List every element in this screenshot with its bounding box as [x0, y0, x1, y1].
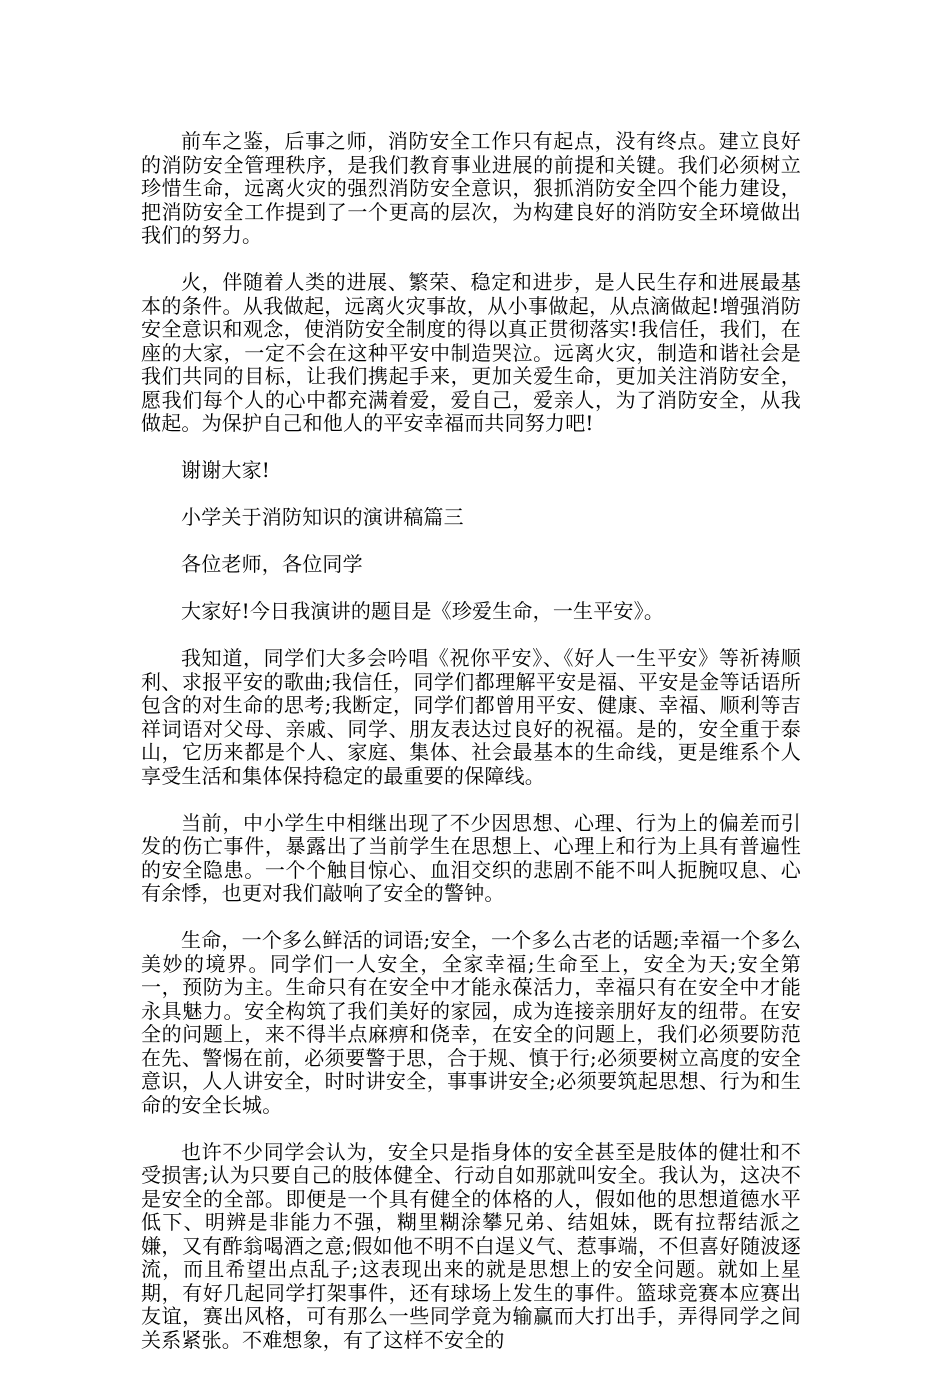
section-title: 小学关于消防知识的演讲稿篇三	[181, 505, 464, 529]
document-page	[141, 130, 801, 1376]
paragraph-current-incidents: 当前，中小学生中相继出现了不少因思想、心理、行为上的偏差而引发的伤亡事件，暴露出了当前学生在思想上、心理上和行为上具有普遍性的安全隐患。一个个触目惊心、血泪交织的悲剧不能不叫人扼腕叹息、心有余悸，也更对我们敲响了安全的警钟。	[141, 810, 801, 905]
paragraph-fire-and-humanity: 火，伴随着人类的进展、繁荣、稳定和进步，是人民生存和进展最基本的条件。从我做起，远离火灾事故，从小事做起，从点滴做起!增强消防安全意识和观念，使消防安全制度的得以真正贯彻落实!我信任，我们，在座的大家，一定不会在这种平安中制造哭泣。远离火灾，制造和谐社会是我们共同的目标，让我们携起手来，更加关爱生命，更加关注消防安全，愿我们每个人的心中都充满着爱，爱自己，爱亲人，为了消防安全，从我做起。为保护自己和他人的平安幸福而共同努力吧!	[141, 270, 801, 435]
paragraph-fire-safety-conclusion: 前车之鉴，后事之师，消防安全工作只有起点，没有终点。建立良好的消防安全管理秩序，是我们教育事业进展的前提和关键。我们必须树立珍惜生命，远离火灾的强烈消防安全意识，狠抓消防安全四个能力建设，把消防安全工作提到了一个更高的层次，为构建良好的消防安全环境做出我们的努力。	[141, 129, 801, 247]
paragraph-speech-topic: 大家好!今日我演讲的题目是《珍爱生命，一生平安》。	[181, 599, 665, 623]
paragraph-safety-misconception: 也许不少同学会认为，安全只是指身体的安全甚至是肢体的健壮和不受损害;认为只要自己的肢体健全、行动自如那就叫安全。我认为，这决不是安全的全部。即便是一个具有健全的体格的人，假如他的思想道德水平低下、明辨是非能力不强，糊里糊涂攀兄弟、结姐妹，既有拉帮结派之嫌，又有酢翁喝酒之意;假如他不明不白逞义气、惹事端，不但喜好随波逐流，而且希望出点乱子;这表现出来的就是思想上的安全问题。就如上星期，有好几起同学打架事件，还有球场上发生的事件。篮球竞赛本应赛出友谊，赛出风格，可有那么一些同学竟为输赢而大打出手，弄得同学之间关系紧张。不难想象，有了这样不安全的	[141, 1139, 801, 1352]
paragraph-safety-blessings: 我知道，同学们大多会吟唱《祝你平安》、《好人一生平安》等祈祷顺利、求报平安的歌曲;我信任，同学们都理解平安是福、平安是金等话语所包含的对生命的思考;我断定，同学们都曾用平安、健康、幸福、顺利等吉祥词语对父母、亲戚、同学、朋友表达过良好的祝福。是的，安全重于泰山，它历来都是个人、家庭、集体、社会最基本的生命线，更是维系个人享受生活和集体保持稳定的最重要的保障线。	[141, 646, 801, 788]
paragraph-life-and-safety: 生命，一个多么鲜活的词语;安全，一个多么古老的话题;幸福一个多么美妙的境界。同学们一人安全，全家幸福;生命至上，安全为天;安全第一，预防为主。生命只有在安全中才能永葆活力，幸福只有在安全中才能永具魅力。安全构筑了我们美好的家园，成为连接亲朋好友的纽带。在安全的问题上，来不得半点麻痹和侥幸，在安全的问题上，我们必须要防范在先、警惕在前，必须要警于思，合于规、慎于行;必须要树立高度的安全意识，人人讲安全，时时讲安全，事事讲安全;必须要筑起思想、行为和生命的安全长城。	[141, 928, 801, 1117]
paragraph-greeting: 各位老师，各位同学	[181, 552, 363, 576]
paragraph-thanks: 谢谢大家!	[181, 458, 271, 482]
